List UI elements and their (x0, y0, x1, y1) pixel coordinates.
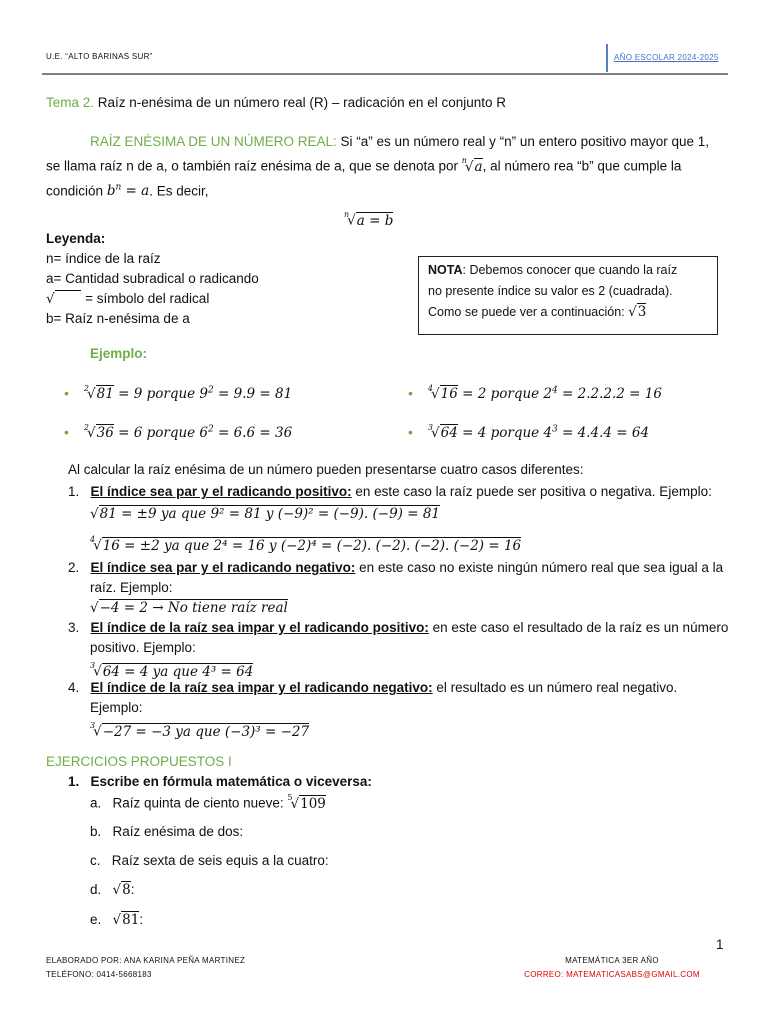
definition-text-3a: condición (46, 183, 104, 198)
definition-heading: RAÍZ ENÉSIMA DE UN NÚMERO REAL: (90, 134, 337, 149)
case-item: 1. El índice sea par y el radicando positivo: en este caso la raíz puede ser positiva o negativa. Ejemplo: √81 = ±9 ya que 9² = 81 y (−9)² = (−9). (−9) = 81 $^4$√16 = ±2 ya que 2⁴ = 16 y (−2)⁴ = (−2). (−2). (−2). (−2) = 16 (68, 484, 712, 554)
legend-item: b= Raíz n-enésima de a (46, 311, 190, 326)
topic-title: Raíz n-enésima de un número real (R) – radicación en el conjunto R (94, 95, 506, 110)
definition-formula: $^n$√a = b (344, 210, 394, 229)
exercises-heading: EJERCICIOS PROPUESTOS I (46, 754, 232, 769)
example-item: • $^2$√36 = 6 porque $6^2 = 6.6 = 36$ (64, 422, 293, 441)
example-item: • $^2$√81 = 9 porque $9^2 = 9.9 = 81$ (64, 383, 293, 402)
footer-phone: TELÉFONO: 0414-5668183 (46, 970, 152, 979)
footer-email: CORREO: MATEMATICASABS@GMAIL.COM (524, 970, 700, 979)
header-accent-bar (606, 44, 608, 72)
note-box: NOTA: Debemos conocer que cuando la raíz no presente índice su valor es 2 (cuadrada). Como se puede ver a continuación: √3 (418, 256, 718, 335)
exercise-item: a. Raíz quinta de ciento nueve: $^5$√109 (90, 793, 326, 812)
page-number: 1 (716, 937, 724, 952)
definition-text-2b: , al número rea “b” que cumple la (482, 158, 682, 174)
exercise-question: 1. Escribe en fórmula matemática o viceversa: (68, 774, 372, 789)
topic-label: Tema 2. (46, 95, 95, 110)
example-heading: Ejemplo: (90, 346, 148, 361)
cases-intro: Al calcular la raíz enésima de un número pueden presentarse cuatro casos diferentes: (68, 462, 584, 477)
footer-subject: MATEMÁTICA 3ER AÑO (565, 956, 659, 965)
legend-title: Leyenda: (46, 231, 106, 246)
definition-paragraph: RAÍZ ENÉSIMA DE UN NÚMERO REAL: Si “a” es un número real y “n” un entero positivo mayor que 1, se llama raíz n de a, o también raíz enésima de a, que se denota por $^n$√a, al número rea “b” que cumple la condición $b^n = a$. Es decir, (46, 134, 709, 199)
case-item: 3. El índice de la raíz sea impar y el radicando positivo: en este caso el resultado de la raíz es un número positivo. Ejemplo: $^3$√64 = 4 ya que 4³ = 64 (68, 620, 729, 680)
legend-item: a= Cantidad subradical o radicando (46, 271, 259, 286)
exercise-item: b. Raíz enésima de dos: (90, 824, 244, 839)
exercise-item: d. √8: (90, 882, 135, 898)
school-year: AÑO ESCOLAR 2024-2025 (614, 53, 719, 62)
exercise-item: c. Raíz sexta de seis equis a la cuatro: (90, 853, 329, 868)
definition-text-2: se llama raíz n de a, o también raíz enésima de a, que se denota por (46, 158, 458, 174)
legend (46, 229, 259, 329)
exercise-item: e. √81: (90, 912, 144, 928)
example-item: • $^3$√64 = 4 porque $4^3 = 4.4.4 = 64$ (408, 422, 650, 441)
case-item: 2. El índice sea par y el radicando negativo: en este caso no existe ningún número real que sea igual a la raíz. Ejemplo: √−4 = 2 → No tiene raíz real (68, 560, 724, 616)
footer-author: ELABORADO POR: ANA KARINA PEÑA MARTINEZ (46, 956, 246, 965)
case-item: 4. El índice de la raíz sea impar y el radicando negativo: el resultado es un número real negativo. Ejemplo: $^3$√−27 = −3 ya que (−3)³ = −27 (68, 680, 678, 740)
school-name: U.E. “ALTO BARINAS SUR” (46, 52, 153, 61)
topic-line (46, 95, 506, 110)
header-divider (42, 73, 728, 75)
legend-item-radical: √ = símbolo del radical (46, 291, 210, 307)
example-item: • $^4$√16 = 2 porque $2^4 = 2.2.2.2 = 16$ (408, 383, 662, 402)
definition-text-3b: . Es decir, (149, 183, 209, 198)
footer-right (512, 954, 712, 982)
legend-item: n= índice de la raíz (46, 251, 161, 266)
definition-text-1: Si “a” es un número real y “n” un entero positivo mayor que 1, (336, 134, 709, 149)
footer-left (46, 954, 245, 982)
